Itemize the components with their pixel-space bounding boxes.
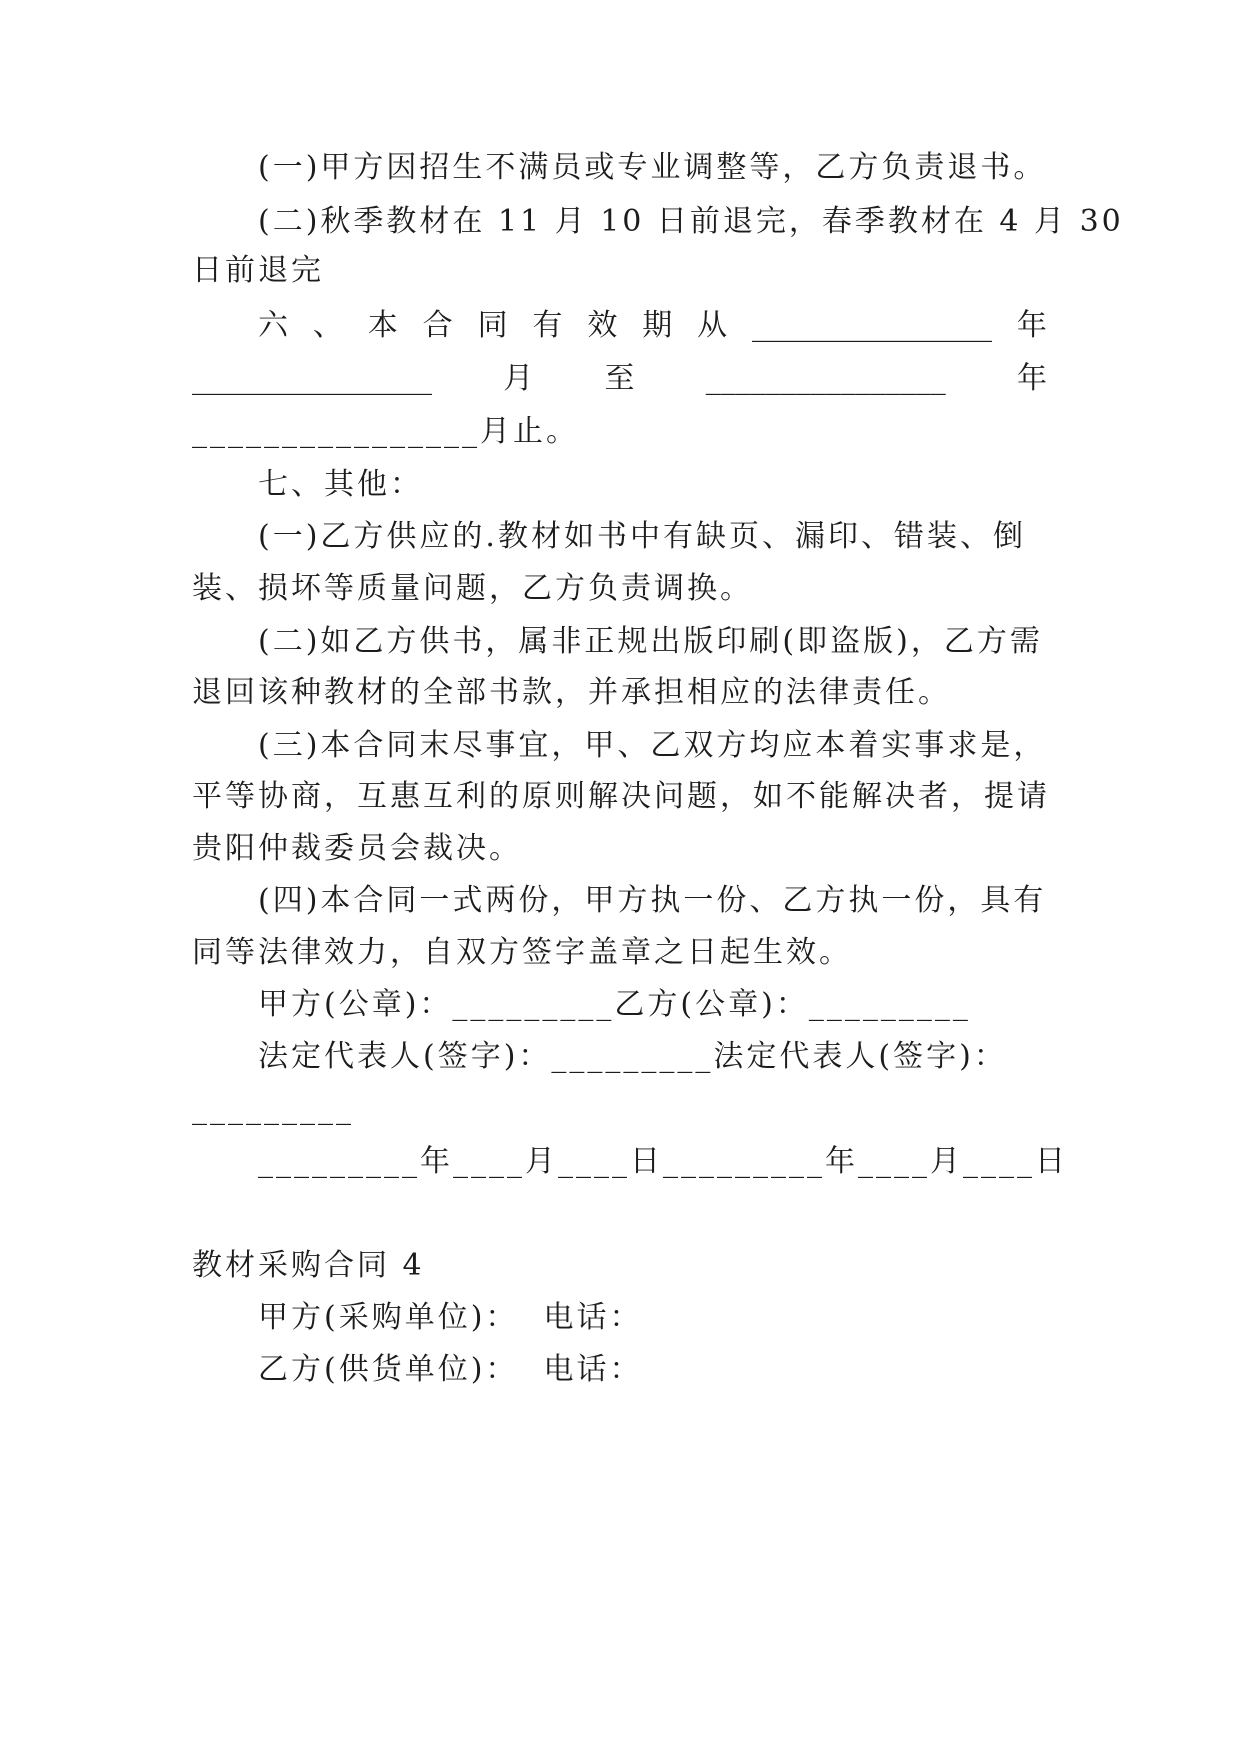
clause-6-char: 效 (587, 308, 618, 343)
clause-7-2: (二)如乙方供书，属非正规出版印刷(即盗版)，乙方需 (258, 624, 1043, 659)
blank-start-month: ________________ (192, 361, 432, 396)
contract-title: 教材采购合同 4 (192, 1248, 425, 1283)
clause-6-char: 六 (258, 308, 288, 343)
signature-blank: _________ (192, 1091, 354, 1126)
party-b-line: 乙方(供货单位)： 电话： (258, 1352, 643, 1387)
date-line: _________年____月____日_________年____月____日 (258, 1144, 1068, 1179)
clause-6-line-2 (192, 359, 1047, 399)
clause-7-4: (四)本合同一式两份，甲方执一份、乙方执一份，具有 (258, 883, 1047, 918)
clause-7-4-cont: 同等法律效力，自双方签字盖章之日起生效。 (192, 935, 852, 970)
clause-6-char: 至 (604, 361, 635, 396)
clause-5-2-cont: 日前退完 (192, 253, 324, 288)
clause-6-char: 期 (642, 308, 673, 343)
clause-6-line-1 (258, 306, 1047, 346)
signature-line: 法定代表人(签字)：_________法定代表人(签字)： (258, 1039, 1007, 1074)
clause-6-char: 本 (367, 308, 398, 343)
clause-6-char: 从 (697, 308, 728, 343)
seal-line: 甲方(公章)：_________乙方(公章)：_________ (258, 987, 971, 1022)
clause-7-heading: 七、其他： (258, 467, 423, 502)
party-a-line: 甲方(采购单位)： 电话： (258, 1300, 643, 1335)
clause-6-char: 合 (422, 308, 453, 343)
clause-7-2-cont: 退回该种教材的全部书款，并承担相应的法律责任。 (192, 675, 951, 710)
clause-6-char: 年 (1017, 361, 1047, 396)
clause-6-char: 、 (312, 308, 343, 343)
clause-7-1-cont: 装、损坏等质量问题，乙方负责调换。 (192, 571, 753, 606)
clause-6-char: 有 (532, 308, 563, 343)
clause-6-char: 同 (477, 308, 508, 343)
clause-6-char: 年 (1016, 308, 1047, 343)
clause-5-1: (一)甲方因招生不满员或专业调整等，乙方负责退书。 (258, 150, 1047, 185)
clause-6-char: 月 (503, 361, 534, 396)
blank-start-year: ________________ (752, 308, 993, 343)
clause-7-3-cont-1: 平等协商，互惠互利的原则解决问题，如不能解决者，提请 (192, 779, 1050, 814)
clause-7-3: (三)本合同末尽事宜，甲、乙双方均应本着实事求是， (258, 728, 1047, 763)
clause-7-1: (一)乙方供应的.教材如书中有缺页、漏印、错装、倒 (258, 519, 1026, 554)
clause-6-line-3: ________________月止。 (192, 414, 579, 449)
clause-7-3-cont-2: 贵阳仲裁委员会裁决。 (192, 831, 522, 866)
clause-5-2: (二)秋季教材在 11 月 10 日前退完，春季教材在 4 月 30 (258, 204, 1124, 239)
blank-end-year: ________________ (705, 361, 946, 396)
